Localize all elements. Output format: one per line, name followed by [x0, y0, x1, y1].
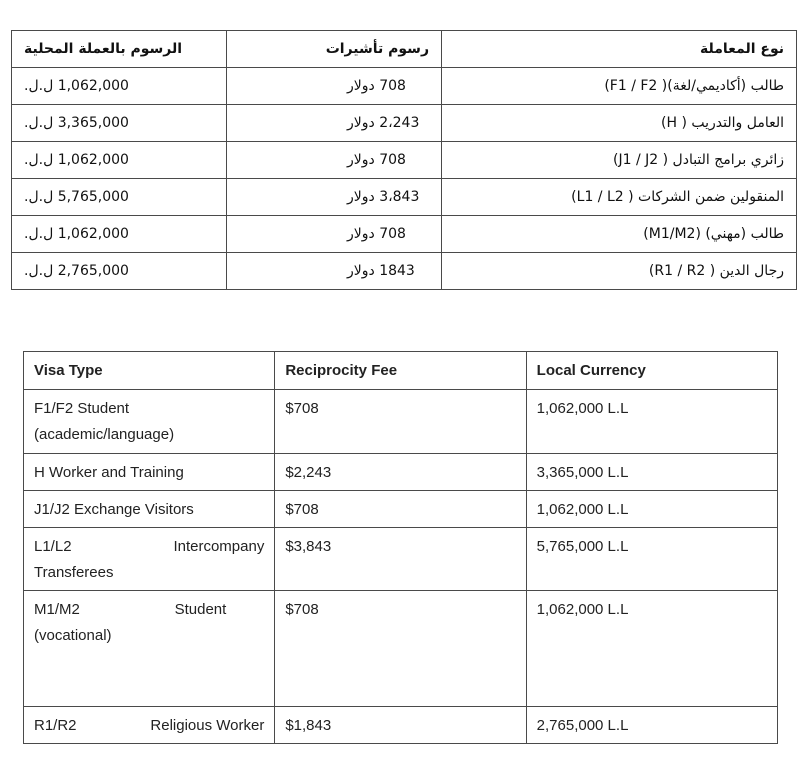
- table-header-row: [24, 352, 778, 390]
- english-fee-table: [23, 351, 778, 744]
- visa-code: M1/M2: [34, 601, 80, 618]
- visa-type-line: (vocational): [34, 627, 112, 644]
- visa-type-line: (academic/language): [34, 426, 175, 443]
- cell-type: طالب (مهني) (M1/M2): [442, 216, 797, 253]
- cell-visa-type: [24, 591, 275, 707]
- visa-type-line: F1/F2 Student: [34, 400, 130, 417]
- cell-currency: 1,062,000 ل.ل.: [12, 216, 227, 253]
- cell-currency: 1,062,000 L.L: [526, 390, 777, 454]
- visa-type-line: [34, 713, 264, 739]
- cell-type: زائري برامج التبادل ( J1 / J2): [442, 142, 797, 179]
- cell-fee: 1843 دولار: [227, 253, 442, 290]
- cell-currency: 3,365,000 ل.ل.: [12, 105, 227, 142]
- table-row: [12, 179, 797, 216]
- cell-fee: $708: [275, 491, 526, 528]
- visa-type-line: [34, 534, 264, 560]
- cell-fee: $708: [275, 591, 526, 707]
- table-row: [24, 707, 778, 744]
- cell-visa-type: [24, 707, 275, 744]
- cell-currency: 1,062,000 ل.ل.: [12, 68, 227, 105]
- header-reciprocity-fee: Reciprocity Fee: [275, 352, 526, 390]
- table-row: [12, 105, 797, 142]
- table-row: [24, 390, 778, 454]
- visa-type-line: H Worker and Training: [34, 464, 184, 481]
- cell-fee: 708 دولار: [227, 216, 442, 253]
- cell-fee: $1,843: [275, 707, 526, 744]
- cell-currency: 1,062,000 L.L: [526, 491, 777, 528]
- cell-currency: 1,062,000 L.L: [526, 591, 777, 707]
- visa-desc: Intercompany: [173, 538, 265, 555]
- header-visa-fee: رسوم تأشيرات: [227, 31, 442, 68]
- cell-fee: $708: [275, 390, 526, 454]
- visa-type-line: J1/J2 Exchange Visitors: [34, 501, 194, 518]
- visa-desc: Student: [174, 601, 227, 618]
- cell-currency: 2,765,000 L.L: [526, 707, 777, 744]
- cell-fee: 2،243 دولار: [227, 105, 442, 142]
- visa-desc: Religious Worker: [150, 717, 265, 734]
- visa-type-line: Transferees: [34, 564, 114, 581]
- cell-type: العامل والتدريب ( H): [442, 105, 797, 142]
- cell-currency: 5,765,000 L.L: [526, 528, 777, 591]
- cell-visa-type: [24, 491, 275, 528]
- cell-type: المنقولين ضمن الشركات ( L1 / L2): [442, 179, 797, 216]
- table-row: [12, 216, 797, 253]
- table-header-row: [12, 31, 797, 68]
- table-row: [24, 491, 778, 528]
- table-row: [24, 454, 778, 491]
- cell-fee: 3،843 دولار: [227, 179, 442, 216]
- table-row: [24, 591, 778, 707]
- visa-code: L1/L2: [34, 538, 72, 555]
- table-row: [12, 68, 797, 105]
- cell-currency: 1,062,000 ل.ل.: [12, 142, 227, 179]
- header-transaction-type: نوع المعاملة: [442, 31, 797, 68]
- table-row: [12, 142, 797, 179]
- cell-visa-type: [24, 390, 275, 454]
- cell-fee: $3,843: [275, 528, 526, 591]
- table-row: [24, 528, 778, 591]
- cell-currency: 2,765,000 ل.ل.: [12, 253, 227, 290]
- cell-currency: 3,365,000 L.L: [526, 454, 777, 491]
- visa-type-line: [34, 597, 264, 623]
- header-local-currency: الرسوم بالعملة المحلية: [12, 31, 227, 68]
- arabic-fee-table: [11, 30, 797, 290]
- cell-type: رجال الدين ( R1 / R2): [442, 253, 797, 290]
- cell-fee: 708 دولار: [227, 142, 442, 179]
- table-row: [12, 253, 797, 290]
- header-local-currency: Local Currency: [526, 352, 777, 390]
- cell-type: طالب (أكاديمي/لغة)( F1 / F2): [442, 68, 797, 105]
- cell-fee: $2,243: [275, 454, 526, 491]
- header-visa-type: Visa Type: [24, 352, 275, 390]
- cell-currency: 5,765,000 ل.ل.: [12, 179, 227, 216]
- visa-code: R1/R2: [34, 717, 77, 734]
- cell-visa-type: [24, 454, 275, 491]
- cell-visa-type: [24, 528, 275, 591]
- cell-fee: 708 دولار: [227, 68, 442, 105]
